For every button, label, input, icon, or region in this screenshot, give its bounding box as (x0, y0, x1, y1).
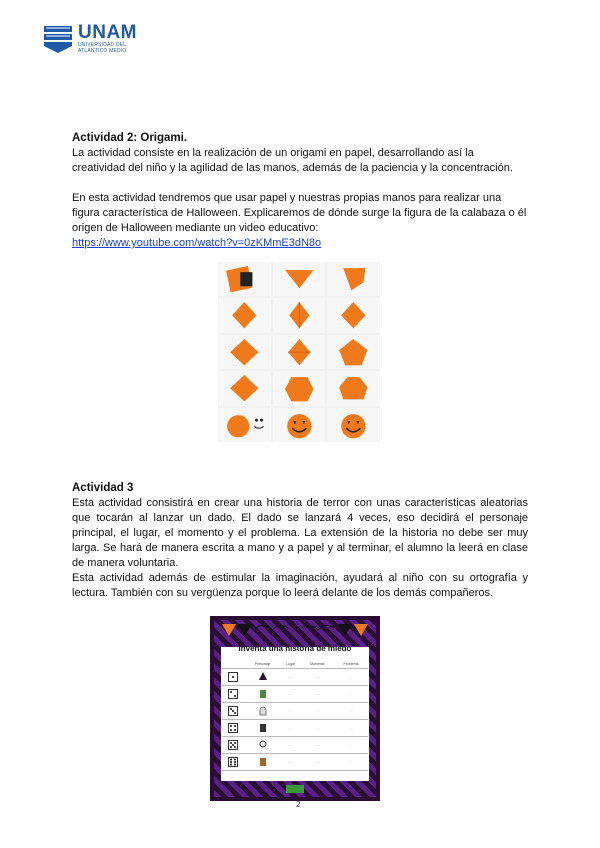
poster-badge (286, 785, 304, 793)
origami-step-11 (273, 371, 326, 405)
origami-steps-image (218, 262, 380, 442)
activity3-title: Actividad 3 (72, 482, 134, 494)
origami-step-1 (218, 262, 271, 296)
poster-row: ··· ··· ··· (222, 669, 368, 686)
origami-step-5 (273, 298, 326, 332)
origami-step-8 (273, 335, 326, 369)
poster-row: ··· ··· ··· (222, 737, 368, 754)
witch-icon (258, 672, 268, 682)
frankenstein-icon (258, 689, 268, 699)
poster-row: ··· ··· ··· (222, 703, 368, 720)
die-6-icon (228, 757, 238, 767)
poster-title: Inventa una historia de miedo (238, 644, 352, 653)
activity3-paragraph-1: Esta actividad consistirá en crear una historia de terror con unas características aleatorias que tocarán al lanzar un dado. El dado se lanzará 4 veces, eso decidirá el personaje principal, el lugar, el momento y el problema. La extensión de la historia no debe ser muy larga. Se hará de manera escrita a mano y a papel y al terminar, el alumno la leerá en clase de manera voluntaria. (72, 497, 528, 569)
origami-step-2 (273, 262, 326, 296)
origami-step-4 (218, 298, 271, 332)
die-2-icon (228, 689, 238, 699)
vampire-icon (258, 723, 268, 733)
ghost-icon (258, 706, 268, 716)
die-1-icon (228, 672, 238, 682)
activity3-section (72, 481, 528, 601)
die-3-icon (228, 706, 238, 716)
unam-logo (42, 22, 137, 54)
poster-header-row (222, 659, 368, 669)
logo-subtitle-1: UNIVERSIDAD DEL (78, 41, 127, 48)
poster-row: ··· ··· ··· (222, 686, 368, 703)
die-4-icon (228, 723, 238, 733)
poster-col-2: Lugar (281, 659, 301, 669)
origami-step-14-jack-o-lantern (273, 408, 326, 442)
activity2-paragraph-2: En esta actividad tendremos que usar papel y nuestras propias manos para realizar una figura característica de Halloween. Explicaremos de dónde surge la figura de la calabaza o él origen de Halloween mediante un video educativo: (72, 192, 527, 234)
origami-step-13 (218, 408, 271, 442)
unam-emblem-icon (42, 22, 74, 54)
poster-row: ··· ··· ··· (222, 754, 368, 771)
video-link[interactable]: https://www.youtube.com/watch?v=0zKMmE3dN8o (72, 237, 322, 249)
activity2-paragraph-2-block (72, 191, 528, 251)
poster-table (222, 659, 368, 771)
activity2-section (72, 131, 528, 176)
werewolf-icon (258, 757, 268, 767)
activity3-paragraph-2: Esta actividad además de estimular la imaginación, ayudará al niño con su ortografía y lectura. También con su vergüenza porque lo leerá delante de los demás compañeros. (72, 572, 528, 599)
origami-step-7 (218, 335, 271, 369)
poster-col-4: Problema (334, 659, 368, 669)
activity2-title: Actividad 2: Origami. (72, 132, 188, 144)
poster-col-0 (222, 659, 245, 669)
origami-step-3 (327, 262, 380, 296)
origami-step-10 (218, 371, 271, 405)
origami-step-15-jack-o-lantern (327, 408, 380, 442)
page-number: 2 (296, 800, 301, 809)
activity2-paragraph-1: La actividad consiste en la realización de un origami en papel, desarrollando así la creatividad del niño y la agilidad de las manos, además de la paciencia y la concentración. (72, 147, 513, 174)
logo-name: UNAM (78, 21, 137, 43)
skeleton-icon (258, 740, 268, 750)
logo-subtitle-2: ATLÁNTICO MEDIO (78, 47, 127, 54)
origami-step-12 (327, 371, 380, 405)
origami-step-6 (327, 298, 380, 332)
bunting-icon (216, 622, 374, 644)
poster-col-3: Momento (301, 659, 334, 669)
origami-step-9 (327, 335, 380, 369)
die-5-icon (228, 740, 238, 750)
poster-row: ··· ··· ··· (222, 720, 368, 737)
poster-col-1: Personaje (245, 659, 281, 669)
